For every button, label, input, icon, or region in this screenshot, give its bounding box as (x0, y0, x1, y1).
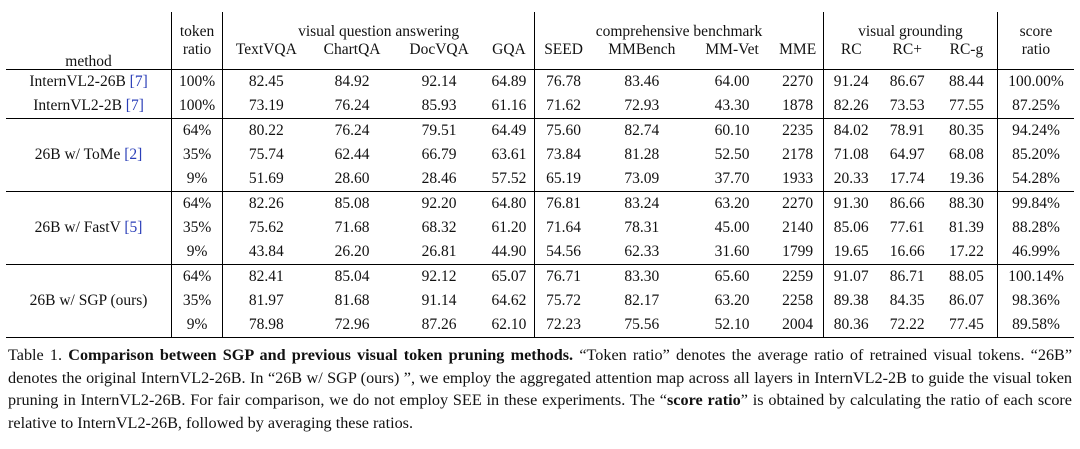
score-cell: 44.90 (491, 243, 527, 261)
score-cell: 89.38 (823, 289, 878, 313)
header-score-ratio-line2: ratio (997, 39, 1074, 70)
score-cell: 76.78 (535, 70, 592, 95)
score-ratio-cell: 100.14% (997, 265, 1074, 290)
score-ratio-cell: 54.28% (997, 167, 1074, 192)
score-cell: 64.00 (692, 70, 773, 95)
method-name: 26B w/ ToMe (34, 146, 121, 164)
score-cell: 1799 (782, 243, 814, 261)
score-cell: 73.19 (223, 94, 310, 119)
token-ratio-cell: 100% (172, 94, 223, 119)
score-cell: 81.39 (948, 219, 984, 237)
score-cell: 79.51 (395, 119, 484, 144)
score-ratio-cell: 88.28% (997, 216, 1074, 240)
score-cell: 91.30 (823, 192, 878, 217)
header-col-textvqa: TextVQA (223, 39, 310, 70)
score-cell: 45.00 (714, 219, 750, 237)
score-cell: 2270 (772, 192, 823, 217)
header-col-rcg: RC-g (949, 41, 984, 58)
score-cell: 26.20 (334, 243, 370, 261)
score-cell: 75.74 (223, 143, 310, 167)
score-cell: 63.20 (714, 292, 750, 310)
score-cell: 43.30 (714, 97, 750, 115)
score-ratio-cell: 99.84% (997, 192, 1074, 217)
score-cell: 82.26 (223, 192, 310, 217)
table-body (6, 70, 1074, 338)
score-cell: 88.44 (936, 70, 998, 95)
score-cell: 73.84 (535, 143, 592, 167)
score-cell: 17.74 (889, 170, 925, 188)
score-cell: 68.32 (421, 219, 457, 237)
score-cell: 76.24 (310, 119, 395, 144)
header-token-ratio-line2: ratio (172, 39, 223, 70)
score-cell: 52.50 (714, 146, 750, 164)
token-ratio-cell: 35% (172, 216, 223, 240)
score-cell: 84.02 (823, 119, 878, 144)
score-cell: 78.31 (624, 219, 660, 237)
score-cell: 61.16 (491, 97, 527, 115)
score-cell: 71.62 (535, 94, 592, 119)
score-cell: 72.23 (535, 313, 592, 338)
score-cell: 75.56 (592, 313, 692, 338)
token-ratio-cell: 9% (172, 313, 223, 338)
score-cell: 19.36 (948, 170, 984, 188)
score-cell: 65.07 (484, 265, 535, 290)
score-cell: 91.14 (421, 292, 457, 310)
score-cell: 16.66 (889, 243, 925, 261)
score-cell: 85.06 (823, 216, 878, 240)
score-cell: 81.28 (624, 146, 660, 164)
score-cell: 92.12 (395, 265, 484, 290)
score-cell: 76.81 (535, 192, 592, 217)
score-cell: 78.98 (223, 313, 310, 338)
method-cell (6, 192, 172, 265)
score-cell: 76.24 (334, 97, 370, 115)
score-cell: 65.19 (535, 167, 592, 192)
score-cell: 86.66 (879, 192, 936, 217)
method-name: InternVL2-26B (29, 73, 126, 91)
score-cell: 80.36 (823, 313, 878, 338)
score-cell: 83.24 (592, 192, 692, 217)
header-score-ratio-line1: score (997, 12, 1074, 39)
caption-text-part2: ” is obtained by calculating the ratio of each score relative to InternVL2-26B, followed by averaging these ratios. (8, 391, 1072, 432)
score-cell: 82.41 (223, 265, 310, 290)
score-cell: 66.79 (421, 146, 457, 164)
score-cell: 2004 (772, 313, 823, 338)
score-cell: 73.09 (624, 170, 660, 188)
score-ratio-cell: 85.20% (997, 143, 1074, 167)
score-cell: 61.20 (491, 219, 527, 237)
citation-link[interactable]: [2] (124, 146, 143, 164)
score-ratio-cell: 100.00% (997, 70, 1074, 95)
caption-bold-term: score ratio (667, 391, 741, 409)
table-row (6, 94, 1074, 119)
score-cell: 83.30 (592, 265, 692, 290)
header-group-comprehensive: comprehensive benchmark (535, 12, 824, 39)
score-cell: 71.64 (535, 216, 592, 240)
header-col-rc: RC (823, 39, 878, 70)
score-cell: 82.26 (823, 94, 878, 119)
score-cell: 85.08 (310, 192, 395, 217)
header-col-mmvet: MM-Vet (705, 41, 759, 58)
score-cell: 71.68 (334, 219, 370, 237)
score-cell: 80.35 (936, 119, 998, 144)
token-ratio-cell: 9% (172, 240, 223, 265)
method-cell (6, 265, 172, 338)
score-cell: 84.92 (310, 70, 395, 95)
score-cell: 86.07 (948, 292, 984, 310)
header-col-mme: MME (779, 41, 817, 58)
score-cell: 62.10 (484, 313, 535, 338)
table-row (6, 70, 1074, 95)
score-cell: 68.08 (948, 146, 984, 164)
score-cell: 19.65 (823, 240, 878, 265)
method-cell (6, 94, 172, 119)
score-cell: 91.07 (823, 265, 878, 290)
citation-link[interactable]: [7] (125, 97, 144, 115)
caption-label: Table 1. (8, 346, 63, 364)
score-cell: 28.46 (421, 170, 457, 188)
score-ratio-cell: 98.36% (997, 289, 1074, 313)
score-cell: 2140 (782, 219, 814, 237)
score-cell: 2235 (772, 119, 823, 144)
table-caption (6, 344, 1074, 434)
score-cell: 75.62 (223, 216, 310, 240)
score-cell: 20.33 (823, 167, 878, 192)
comparison-table (6, 12, 1074, 338)
score-cell: 92.14 (395, 70, 484, 95)
score-cell: 17.22 (948, 243, 984, 261)
score-cell: 82.74 (592, 119, 692, 144)
score-cell: 76.71 (535, 265, 592, 290)
header-col-chartqa: ChartQA (323, 41, 381, 58)
score-cell: 72.93 (624, 97, 660, 115)
citation-link[interactable]: [5] (124, 219, 143, 237)
score-cell: 37.70 (714, 170, 750, 188)
token-ratio-cell: 64% (172, 119, 223, 144)
citation-link[interactable]: [7] (129, 73, 148, 91)
score-cell: 81.68 (334, 292, 370, 310)
score-cell: 60.10 (692, 119, 773, 144)
header-col-docvqa: DocVQA (409, 41, 469, 58)
score-cell: 85.93 (421, 97, 457, 115)
score-cell: 81.97 (223, 289, 310, 313)
score-cell: 64.89 (484, 70, 535, 95)
caption-title: Comparison between SGP and previous visual token pruning methods. (68, 346, 574, 364)
score-cell: 71.08 (823, 143, 878, 167)
header-col-gqa: GQA (492, 41, 526, 58)
method-name: 26B w/ FastV (34, 219, 121, 237)
header-group-grounding: visual grounding (823, 12, 997, 39)
score-cell: 80.22 (223, 119, 310, 144)
score-cell: 54.56 (535, 240, 592, 265)
token-ratio-cell: 9% (172, 167, 223, 192)
score-cell: 77.45 (936, 313, 998, 338)
score-cell: 28.60 (334, 170, 370, 188)
score-cell: 2270 (772, 70, 823, 95)
score-cell: 64.97 (889, 146, 925, 164)
method-name: 26B w/ SGP (ours) (29, 292, 148, 310)
score-ratio-cell: 89.58% (997, 313, 1074, 338)
caption-text-part1: “Token ratio” denotes the average ratio of retrained visual tokens. “26B” denotes the original InternVL2-26B. In “26B w/ SGP (ours) ”, we employ the aggregated attention map across all layers in InternVL2-2B to guide the visual token pruning in InternVL2-26B. For fair comparison, we do not employ SEE in these experiments. The “ (8, 346, 1073, 409)
score-cell: 62.33 (624, 243, 660, 261)
score-cell: 72.22 (879, 313, 936, 338)
score-ratio-cell: 87.25% (997, 94, 1074, 119)
score-cell: 63.61 (491, 146, 527, 164)
header-col-seed: SEED (535, 39, 592, 70)
score-cell: 92.20 (395, 192, 484, 217)
score-ratio-cell: 94.24% (997, 119, 1074, 144)
header-col-rcplus: RC+ (892, 41, 922, 58)
score-cell: 57.52 (491, 170, 527, 188)
score-ratio-cell: 46.99% (997, 240, 1074, 265)
score-cell: 43.84 (223, 240, 310, 265)
score-cell: 26.81 (421, 243, 457, 261)
score-cell: 1878 (782, 97, 814, 115)
table-row (6, 265, 1074, 290)
score-cell: 72.96 (310, 313, 395, 338)
score-cell: 88.05 (936, 265, 998, 290)
header-token-ratio-line1: token (172, 12, 223, 39)
token-ratio-cell: 35% (172, 289, 223, 313)
score-cell: 77.55 (948, 97, 984, 115)
score-cell: 64.80 (484, 192, 535, 217)
token-ratio-cell: 35% (172, 143, 223, 167)
score-cell: 31.60 (714, 243, 750, 261)
header-group-vqa: visual question answering (223, 12, 535, 39)
score-cell: 88.30 (936, 192, 998, 217)
token-ratio-cell: 64% (172, 192, 223, 217)
token-ratio-cell: 100% (172, 70, 223, 95)
table-row (6, 119, 1074, 144)
score-cell: 75.60 (535, 119, 592, 144)
score-cell: 84.35 (889, 292, 925, 310)
score-cell: 73.53 (889, 97, 925, 115)
score-cell: 82.45 (223, 70, 310, 95)
score-cell: 82.17 (624, 292, 660, 310)
score-cell: 86.71 (879, 265, 936, 290)
score-cell: 91.24 (823, 70, 878, 95)
header-col-mmbench: MMBench (608, 41, 676, 58)
method-cell (6, 70, 172, 95)
score-cell: 78.91 (879, 119, 936, 144)
score-cell: 87.26 (395, 313, 484, 338)
method-cell (6, 119, 172, 192)
score-cell: 2259 (772, 265, 823, 290)
score-cell: 86.67 (879, 70, 936, 95)
token-ratio-cell: 64% (172, 265, 223, 290)
table-row (6, 192, 1074, 217)
score-cell: 64.49 (484, 119, 535, 144)
score-cell: 77.61 (889, 219, 925, 237)
score-cell: 83.46 (592, 70, 692, 95)
score-cell: 2258 (782, 292, 814, 310)
score-cell: 1933 (782, 170, 814, 188)
header-method: method (65, 52, 112, 70)
table-header (6, 12, 1074, 70)
score-cell: 52.10 (692, 313, 773, 338)
method-name: InternVL2-2B (33, 97, 122, 115)
score-cell: 64.62 (491, 292, 527, 310)
score-cell: 63.20 (692, 192, 773, 217)
score-cell: 85.04 (310, 265, 395, 290)
score-cell: 51.69 (223, 167, 310, 192)
score-cell: 62.44 (334, 146, 370, 164)
score-cell: 75.72 (535, 289, 592, 313)
score-cell: 65.60 (692, 265, 773, 290)
score-cell: 2178 (782, 146, 814, 164)
